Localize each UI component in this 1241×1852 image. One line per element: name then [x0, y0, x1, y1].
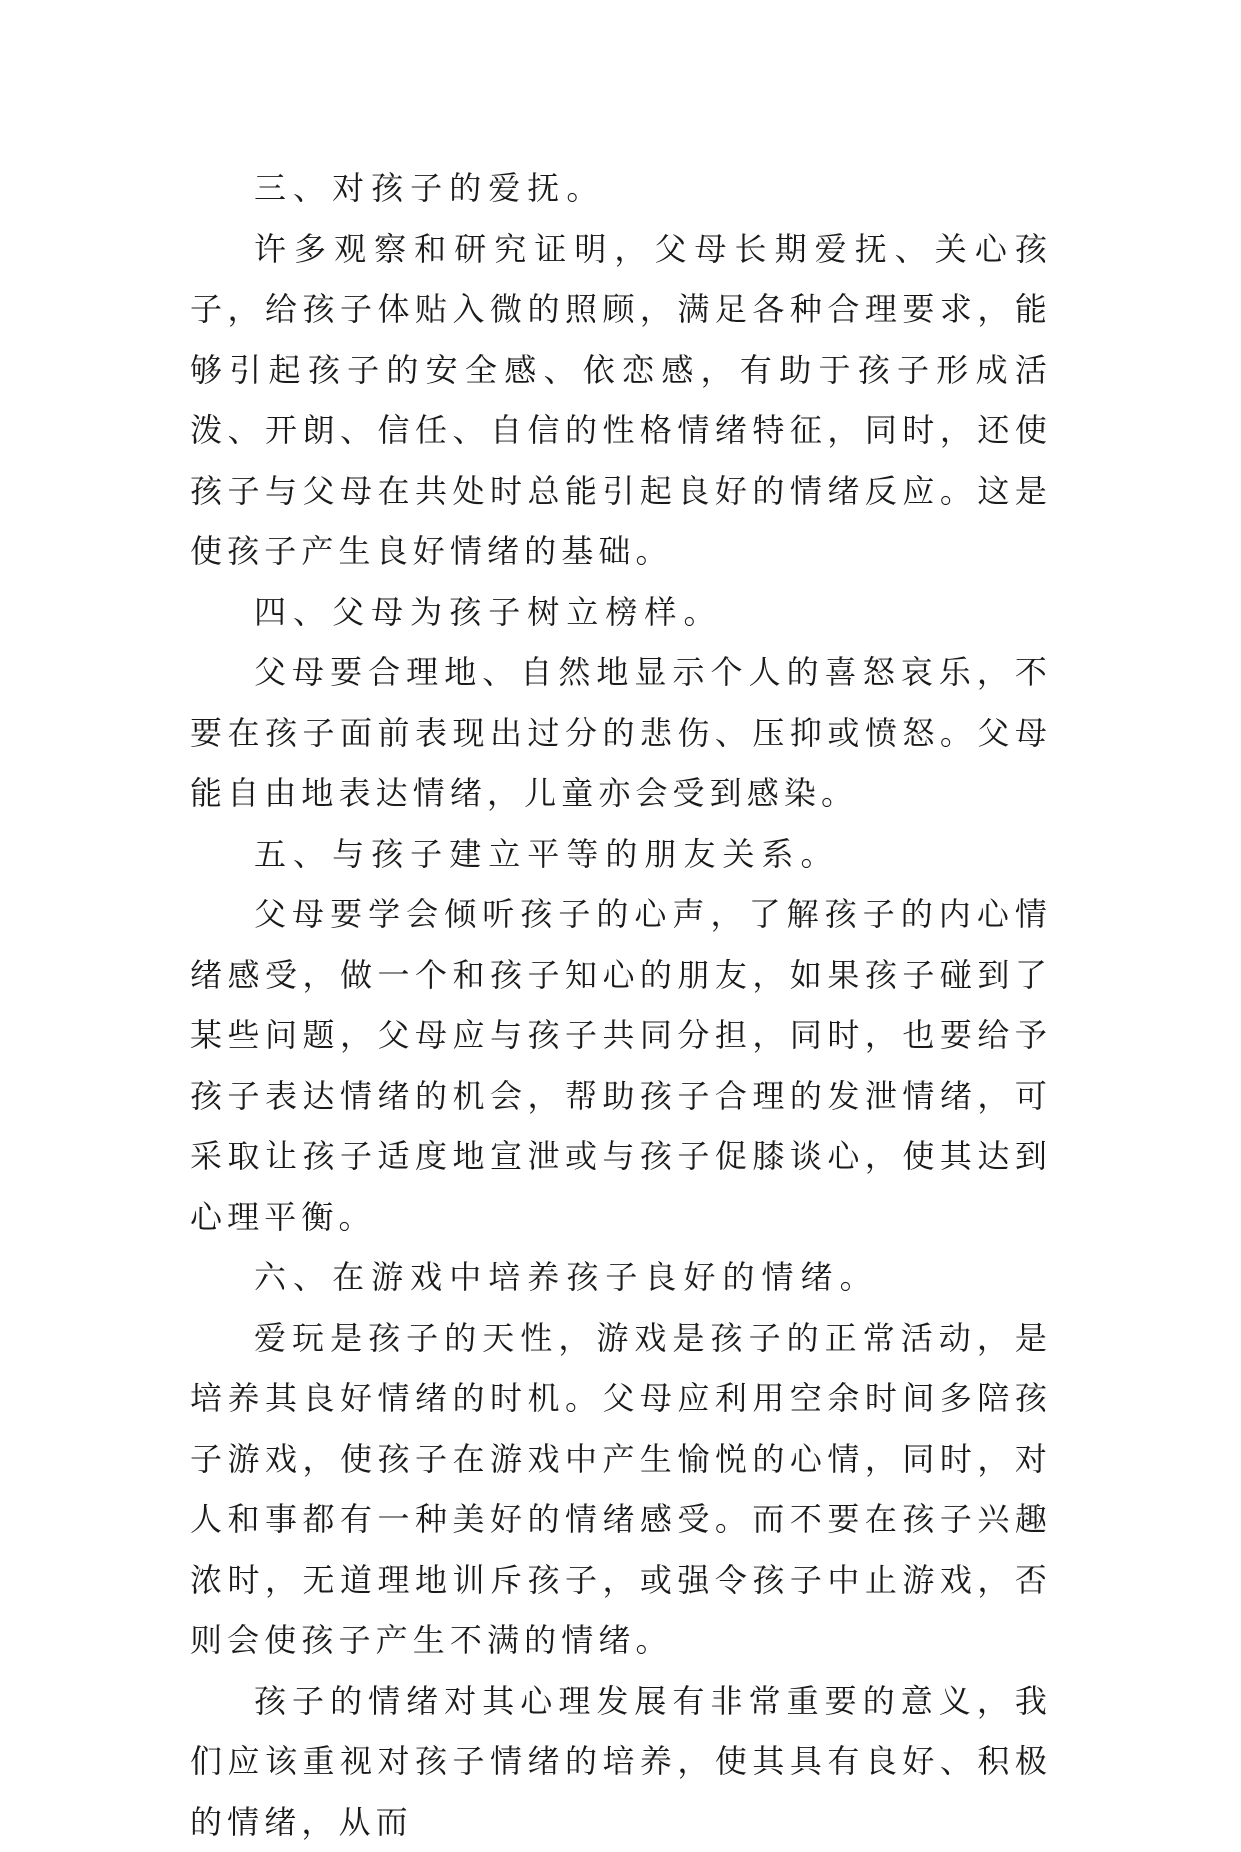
paragraph-friendship: 父母要学会倾听孩子的心声，了解孩子的内心情绪感受，做一个和孩子知心的朋友，如果孩子碰到了某些问题，父母应与孩子共同分担，同时，也要给予孩子表达情绪的机会，帮助孩子合理的发泄情绪，可采取让孩子适度地宣泄或与孩子促膝谈心，使其达到心理平衡。 — [190, 884, 1052, 1247]
section-heading-5: 五、与孩子建立平等的朋友关系。 — [190, 824, 1052, 885]
paragraph-conclusion: 孩子的情绪对其心理发展有非常重要的意义，我们应该重视对孩子情绪的培养，使其具有良好、积极的情绪，从而 — [190, 1671, 1052, 1852]
section-heading-4: 四、父母为孩子树立榜样。 — [190, 582, 1052, 643]
paragraph-parental-affection: 许多观察和研究证明，父母长期爱抚、关心孩子，给孩子体贴入微的照顾，满足各种合理要求，能够引起孩子的安全感、依恋感，有助于孩子形成活泼、开朗、信任、自信的性格情绪特征，同时，还使孩子与父母在共处时总能引起良好的情绪反应。这是使孩子产生良好情绪的基础。 — [190, 219, 1052, 582]
paragraph-role-model: 父母要合理地、自然地显示个人的喜怒哀乐，不要在孩子面前表现出过分的悲伤、压抑或愤怒。父母能自由地表达情绪，儿童亦会受到感染。 — [190, 642, 1052, 824]
section-heading-6: 六、在游戏中培养孩子良好的情绪。 — [190, 1247, 1052, 1308]
document-body — [190, 158, 1052, 1852]
section-heading-3: 三、对孩子的爱抚。 — [190, 158, 1052, 219]
paragraph-play: 爱玩是孩子的天性，游戏是孩子的正常活动，是培养其良好情绪的时机。父母应利用空余时间多陪孩子游戏，使孩子在游戏中产生愉悦的心情，同时，对人和事都有一种美好的情绪感受。而不要在孩子兴趣浓时，无道理地训斥孩子，或强令孩子中止游戏，否则会使孩子产生不满的情绪。 — [190, 1308, 1052, 1671]
